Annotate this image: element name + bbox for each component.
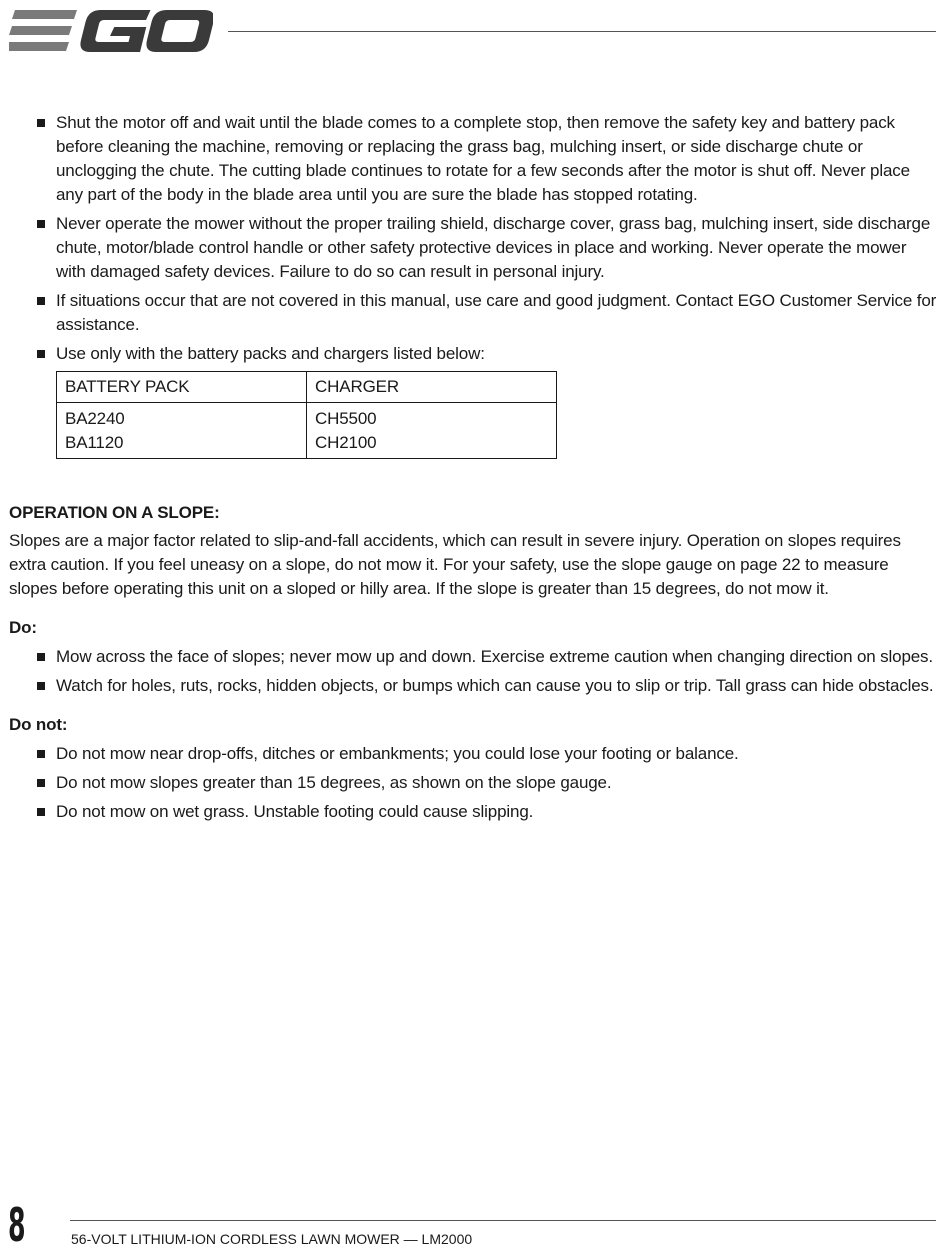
list-item: Use only with the battery packs and chargers listed below: xyxy=(9,342,937,366)
slope-intro-paragraph: Slopes are a major factor related to slip-and-fall accidents, which can result in severe injury. Operation on slopes requires extra caution. If you feel uneasy on a slope, do not mow it. For your safety, use the slope gauge on page 22 to measure slopes before operating this unit on a sloped or hilly area. If the slope is greater than 15 degrees, do not mow it. xyxy=(9,531,901,598)
list-item: If situations occur that are not covered in this manual, use care and good judgment. Contact EGO Customer Service for assistance. xyxy=(9,289,937,337)
list-item: Do not mow slopes greater than 15 degrees, as shown on the slope gauge. xyxy=(9,771,937,795)
table-row xyxy=(57,403,557,459)
list-item: Mow across the face of slopes; never mow up and down. Exercise extreme caution when changing direction on slopes. xyxy=(9,645,937,669)
ego-brand-logo xyxy=(9,8,213,54)
column-header-battery-pack: BATTERY PACK xyxy=(57,372,307,403)
do-heading: Do: xyxy=(9,618,37,637)
battery-pack-cell xyxy=(57,403,307,459)
do-not-heading: Do not: xyxy=(9,715,68,734)
page-content xyxy=(9,111,937,829)
column-header-charger: CHARGER xyxy=(307,372,557,403)
page-number: 8 xyxy=(8,1198,26,1252)
list-item: Do not mow on wet grass. Unstable footing could cause slipping. xyxy=(9,800,937,824)
charger-cell xyxy=(307,403,557,459)
list-item: Shut the motor off and wait until the blade comes to a complete stop, then remove the safety key and battery pack before cleaning the machine, removing or replacing the grass bag, mulching insert, or side discharge chute or unclogging the chute. The cutting blade continues to rotate for a few seconds after the motor is shut off. Never place any part of the body in the blade area until you are sure the blade has stopped rotating. xyxy=(9,111,937,207)
battery-pack-model: BA2240 xyxy=(65,409,125,428)
header-divider xyxy=(228,31,936,32)
page-header xyxy=(0,0,950,60)
battery-pack-model: BA1120 xyxy=(65,433,124,452)
slope-section-heading: OPERATION ON A SLOPE: xyxy=(9,503,220,522)
safety-bullet-list xyxy=(9,111,937,366)
list-item: Watch for holes, ruts, rocks, hidden objects, or bumps which can cause you to slip or trip. Tall grass can hide obstacles. xyxy=(9,674,937,698)
charger-model: CH5500 xyxy=(315,409,377,428)
charger-model: CH2100 xyxy=(315,433,377,452)
do-list xyxy=(9,645,937,698)
list-item: Never operate the mower without the proper trailing shield, discharge cover, grass bag, mulching insert, side discharge chute, motor/blade control handle or other safety protective devices in place and working. Never operate the mower with damaged safety devices. Failure to do so can result in personal injury. xyxy=(9,212,937,284)
do-not-list xyxy=(9,742,937,824)
battery-charger-table xyxy=(56,371,557,459)
footer-divider xyxy=(70,1220,936,1221)
table-header-row xyxy=(57,372,557,403)
footer-product-title: 56-VOLT LITHIUM-ION CORDLESS LAWN MOWER — LM2000 xyxy=(71,1231,473,1247)
list-item: Do not mow near drop-offs, ditches or embankments; you could lose your footing or balance. xyxy=(9,742,937,766)
